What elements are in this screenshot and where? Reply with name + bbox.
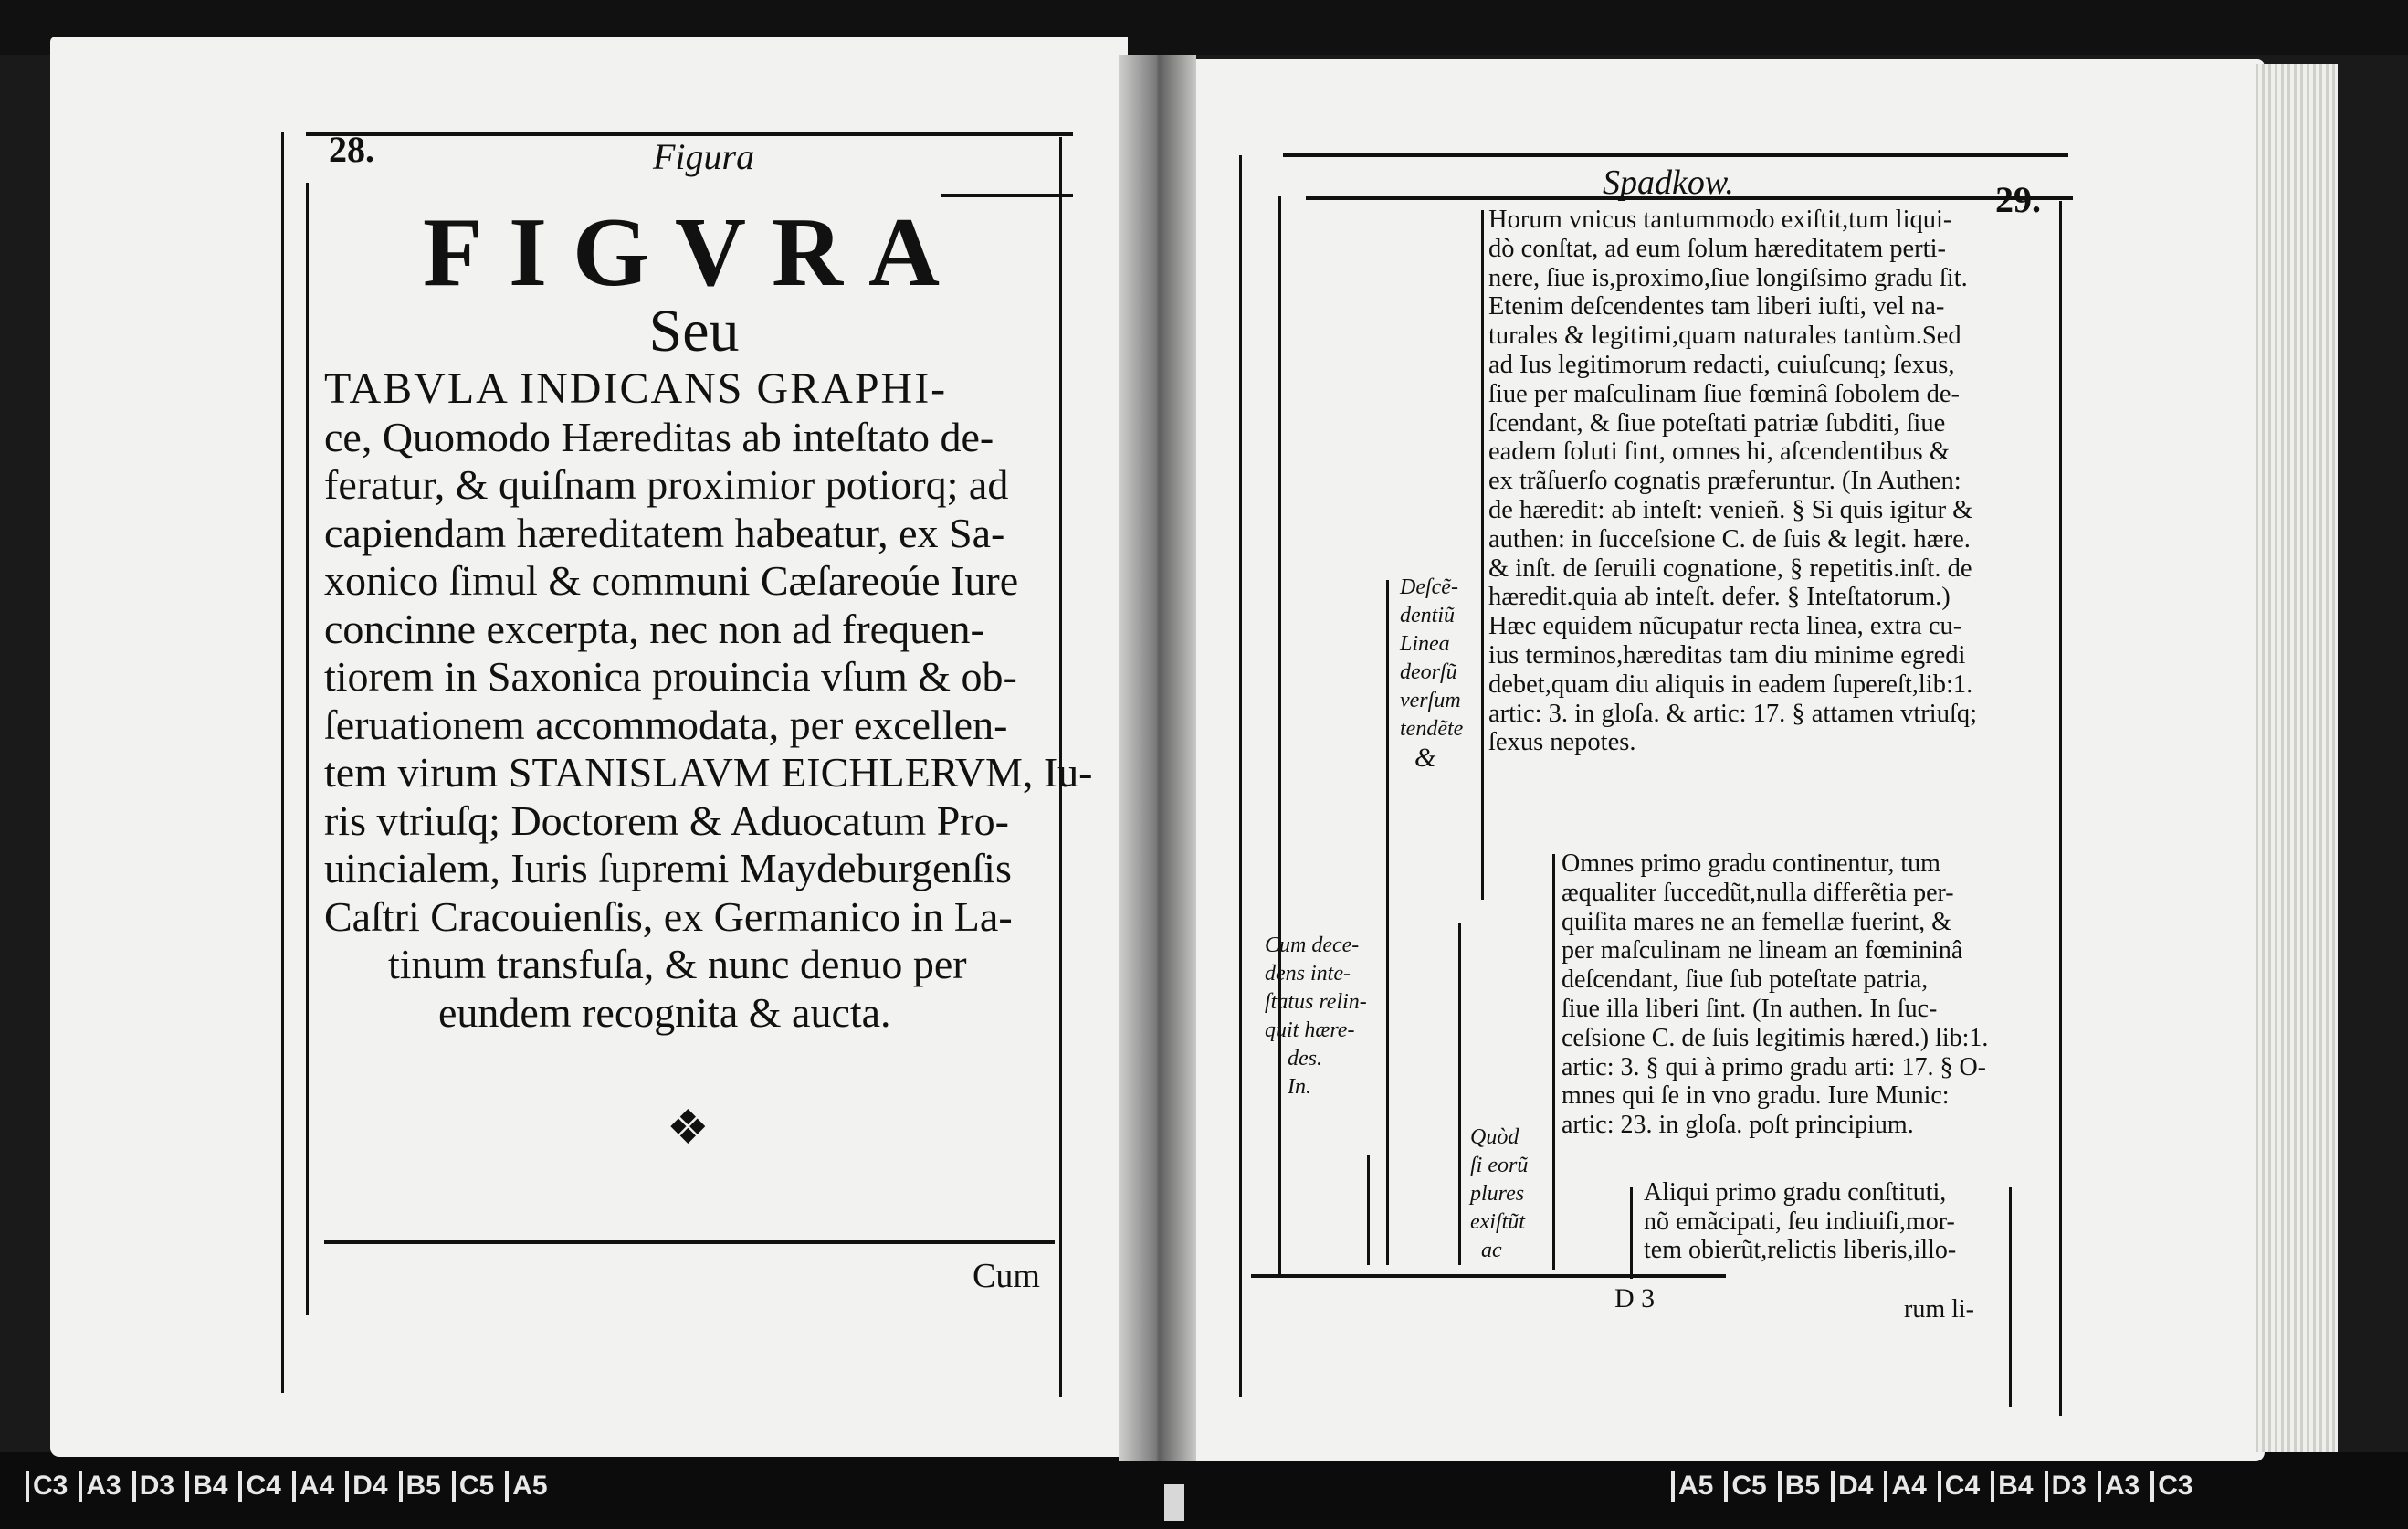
film-ruler-center-block [1164, 1484, 1184, 1521]
text-line: tiorem in Saxonica prouincia vſum & ob- [324, 653, 1017, 700]
book-gutter [1119, 55, 1196, 1461]
text-line: de hæredit: ab inteſt: venieñ. § Si quis igitur & [1488, 495, 1973, 524]
signature-mark: D 3 [1614, 1283, 1656, 1313]
side-line: In. [1288, 1075, 1311, 1099]
bracket-line-third [1630, 1187, 1633, 1279]
text-line: mnes qui ſe in vno gradu. Iure Munic: [1562, 1081, 1950, 1111]
text-line: ſiue illa liberi ſint. (In authen. In ſuc- [1562, 994, 1938, 1023]
side-line: Cum dece- [1265, 933, 1360, 957]
film-ruler-right [1671, 1471, 2204, 1502]
ruler-mark: A4 [1884, 1471, 1926, 1502]
text-line: æqualiter ſuccedũt,nulla differẽtia per- [1562, 878, 1954, 907]
page-number-left: 28. [329, 129, 374, 170]
page-title: FIGVRA [423, 198, 965, 307]
text-line: Horum vnicus tantummodo exiſtit,tum liqui- [1488, 206, 1952, 234]
text-line: deſcendant, ſiue ſub poteſtate patria, [1562, 965, 1929, 995]
text-line: ſcendant, & ſiue poteſtati patriæ ſubditi, ſiue [1488, 408, 1946, 438]
ruler-mark: B4 [185, 1471, 227, 1502]
text-line: xonico ſimul & communi Cæſareoúe Iure [324, 557, 1019, 604]
text-line: Caſtri Cracouienſis, ex Germanico in La- [324, 892, 1013, 940]
ruler-mark: D4 [1831, 1471, 1873, 1502]
running-head-right: Spadkow. [1603, 163, 1734, 202]
side-line: plures [1470, 1182, 1525, 1206]
side-line: Linea [1400, 632, 1450, 656]
text-line: ex trãſuerſo cognatis præferuntur. (In Authen: [1488, 467, 1961, 496]
side-line: exiſtũt [1470, 1210, 1525, 1234]
left-body-text [324, 364, 1093, 1037]
side-note-quod [1470, 1123, 1528, 1265]
side-note-descendentium [1400, 574, 1463, 772]
ruler-mark: A4 [292, 1471, 334, 1502]
text-line: tem virum STANISLAVM EICHLERVM, Iu- [324, 749, 1093, 796]
text-line: quiſita mares ne an femellæ fuerint, & [1562, 907, 1951, 936]
left-frame-bottom [324, 1240, 1055, 1244]
right-third-block [1644, 1178, 2009, 1265]
ruler-mark: B5 [1778, 1471, 1820, 1502]
text-line: & inſt. de ſeruili cognatione, § repetitis.inſt. de [1488, 554, 1972, 583]
ruler-mark: C5 [1724, 1471, 1766, 1502]
page-edges [2256, 64, 2338, 1452]
text-line: eadem ſoluti ſint, omnes hi, aſcendentibus & [1488, 438, 1950, 467]
ruler-mark: D3 [132, 1471, 174, 1502]
text-line: ris vtriuſq; Doctorem & Aduocatum Pro- [324, 796, 1009, 844]
right-frame-inner-left [1278, 196, 1281, 1274]
text-line: eundem recognita & aucta. [438, 988, 891, 1036]
text-line: TABVLA INDICANS GRAPHI- [324, 364, 948, 413]
side-line: Quòd [1470, 1125, 1519, 1149]
text-line: ſexus nepotes. [1488, 728, 1636, 757]
text-line: ſiue per maſculinam ſiue fœminâ ſobolem de- [1488, 379, 1961, 408]
side-line: verſum [1400, 689, 1461, 712]
side-note-cum [1265, 932, 1367, 1102]
ruler-mark: D4 [345, 1471, 387, 1502]
text-line: nere, ſiue is,proximo,ſiue longiſsimo gradu ſit. [1488, 263, 1968, 292]
side-line: ſi eorũ [1470, 1154, 1529, 1177]
film-ruler-left [26, 1471, 559, 1502]
bracket-line-desc [1386, 580, 1389, 1265]
catchword-left: Cum [973, 1257, 1040, 1295]
text-line: Omnes primo gradu continentur, tum [1562, 849, 1940, 878]
text-line: ce, Quomodo Hæreditas ab inteſtato de- [324, 413, 994, 460]
bracket-line-main [1481, 210, 1484, 900]
side-line: deorſũ [1400, 660, 1457, 684]
ruler-mark: C4 [238, 1471, 280, 1502]
side-line: & [1414, 743, 1436, 773]
text-line: Aliqui primo gradu conſtituti, [1644, 1178, 1947, 1207]
bracket-line-quod [1458, 923, 1461, 1265]
text-line: nõ emãcipati, ſeu indiuiſi,mor- [1644, 1207, 1955, 1236]
text-line: hæredit.quia ab inteſt. defer. § Inteſtatorum.) [1488, 583, 1951, 612]
catchword-right: rum li- [1904, 1295, 1974, 1323]
text-line: debet,quam diu aliquis in eadem ſupereſt,lib:1. [1488, 670, 1973, 699]
ruler-mark: A5 [505, 1471, 547, 1502]
page-number-right: 29. [1995, 179, 2041, 220]
text-line: tem obierũt,relictis liberis,illo- [1644, 1236, 1957, 1264]
ruler-mark: A3 [79, 1471, 121, 1502]
right-frame-left [1239, 155, 1242, 1397]
ruler-mark: B5 [399, 1471, 441, 1502]
ruler-mark: C3 [26, 1471, 68, 1502]
text-line: uincialem, Iuris ſupremi Maydeburgenſis [324, 845, 1012, 891]
bracket-line-second [1552, 854, 1555, 1270]
ruler-mark: C3 [2150, 1471, 2192, 1502]
right-frame-right-outer [2009, 1187, 2012, 1407]
text-line: per maſculinam ne lineam an fœmininâ [1562, 936, 1963, 965]
side-line: tendẽte [1400, 717, 1464, 741]
text-line: ſeruationem accommodata, per excellen- [324, 701, 1008, 748]
bracket-line-cum [1367, 1155, 1370, 1265]
left-frame-left [281, 132, 284, 1393]
page-subtitle: Seu [648, 298, 740, 364]
ruler-mark: C5 [452, 1471, 494, 1502]
ruler-mark: D3 [2045, 1471, 2087, 1502]
text-line: ius terminos,hæreditas tam diu minime egredi [1488, 640, 1966, 670]
right-second-block [1562, 849, 2036, 1140]
side-line: ac [1481, 1239, 1502, 1262]
side-line: des. [1288, 1047, 1322, 1070]
text-line: turales & legitimi,quam naturales tantùm.Sed [1488, 322, 1961, 351]
text-line: Hæc equidem nũcupatur recta linea, extra cu- [1488, 612, 1962, 641]
side-line: dentiũ [1400, 604, 1455, 627]
text-line: tinum transfuſa, & nunc denuo per [388, 941, 967, 987]
text-line: feratur, & quiſnam proximior potiorq; ad [324, 461, 1009, 508]
text-line: artic: 3. § qui à primo gradu arti: 17. § O- [1562, 1052, 1986, 1081]
ruler-mark: A5 [1671, 1471, 1713, 1502]
right-main-text [1488, 206, 2045, 757]
right-frame-right [2059, 201, 2062, 1416]
ruler-mark: A3 [2098, 1471, 2140, 1502]
ruler-mark: B4 [1991, 1471, 2033, 1502]
left-frame-inner-left [306, 183, 309, 1315]
side-line: Deſcẽ- [1400, 575, 1458, 599]
text-line: capiendam hæreditatem habeatur, ex Sa- [324, 509, 1005, 556]
text-line: artic: 3. in gloſa. & artic: 17. § attamen vtriuſq; [1488, 699, 1978, 728]
text-line: ad Ius legitimorum redacti, cuiuſcunq; ſexus, [1488, 350, 1955, 379]
right-frame-top [1283, 153, 2068, 157]
side-line: quit hære- [1265, 1018, 1355, 1042]
text-line: authen: in ſucceſsione C. de ſuis & legit. hære. [1488, 524, 1971, 554]
text-line: concinne excerpta, nec non ad frequen- [324, 605, 984, 652]
text-line: Etenim deſcendentes tam liberi iuſti, vel na- [1488, 292, 1945, 322]
ruler-mark: C4 [1938, 1471, 1980, 1502]
text-line: dò conſtat, ad eum ſolum hæreditatem perti- [1488, 234, 1946, 263]
running-head-left: Figura [653, 136, 755, 177]
text-line: artic: 23. in gloſa. poſt principium. [1562, 1111, 1914, 1140]
side-line: dens inte- [1265, 962, 1351, 986]
side-line: ſtatus relin- [1265, 990, 1367, 1014]
fleuron-ornament-icon: ❖ [667, 1102, 710, 1155]
text-line: ceſsione C. de ſuis legitimis hæred.) lib:1. [1562, 1023, 1989, 1052]
right-frame-bottom [1251, 1274, 1726, 1278]
